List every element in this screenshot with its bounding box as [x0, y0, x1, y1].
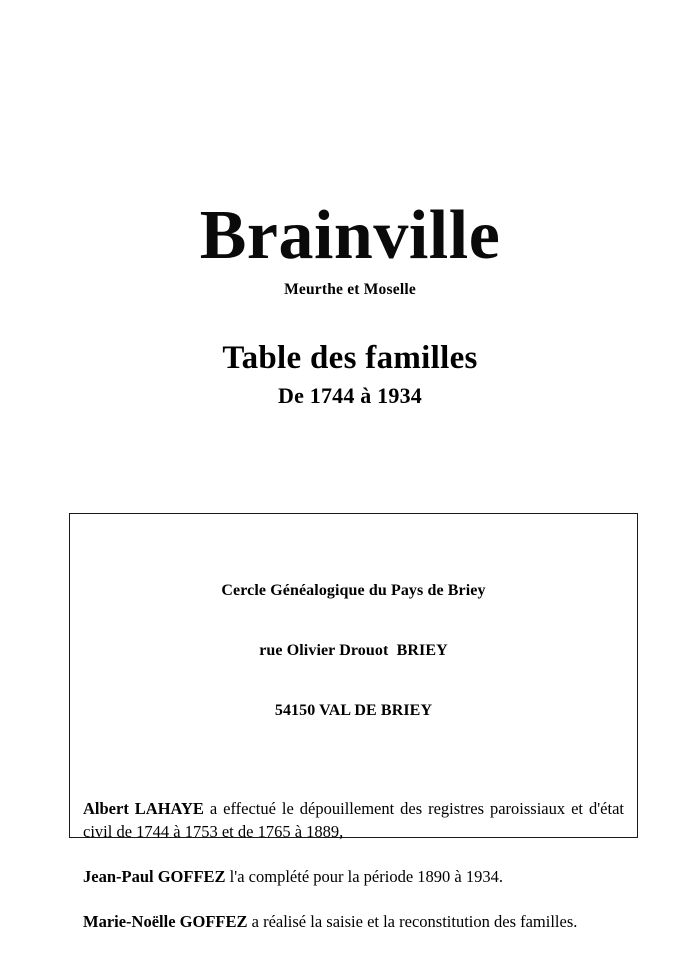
- organization-address: [70, 514, 637, 761]
- contributor-description: a réalisé la saisie et la reconstitution des familles.: [247, 912, 578, 931]
- credits-box: [69, 513, 638, 931]
- credit-paragraph-list: [70, 797, 637, 933]
- organization-name: Cercle Généalogique du Pays de Briey: [221, 582, 486, 599]
- section-title: Table des familles: [222, 340, 478, 376]
- contributor-description: a effectué le dépouillement des registres paroissiaux et d'état civil de 1744 à 1753 et de 1765 à 1889,: [83, 799, 624, 841]
- credit-paragraph: [83, 910, 624, 933]
- document-region-subtitle: Meurthe et Moselle: [284, 281, 416, 298]
- contributor-name: Jean-Paul GOFFEZ: [83, 867, 226, 886]
- page-title: Brainville: [199, 197, 501, 274]
- masthead: [0, 198, 700, 410]
- organization-city: 54150 VAL DE BRIEY: [274, 702, 433, 719]
- section-date-range: De 1744 à 1934: [278, 383, 422, 408]
- credit-paragraph: [83, 865, 624, 888]
- contributor-name: Albert LAHAYE: [83, 799, 204, 818]
- contributor-name: Marie-Noëlle GOFFEZ: [83, 912, 248, 931]
- organization-street: rue Olivier Drouot BRIEY: [259, 642, 448, 659]
- credit-paragraph: [83, 797, 624, 843]
- contributor-description: l'a complété pour la période 1890 à 1934.: [225, 867, 503, 886]
